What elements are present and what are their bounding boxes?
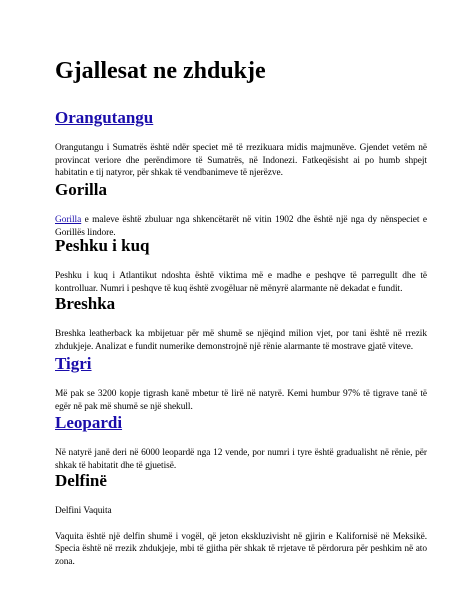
heading-breshka: Breshka — [55, 294, 116, 313]
section-gorilla — [55, 180, 427, 239]
paragraph-delfini-vaquita-label: Delfini Vaquita — [55, 506, 112, 516]
paragraph-leopardi: Në natyrë janë deri në 6000 leopardë nga 12 vende, por numri i tyre është gradualisht në rënie, për shkak të habitatit dhe të gjuetisë. — [55, 448, 427, 471]
section-delfine — [55, 471, 427, 568]
heading-orangutangu-link[interactable]: Orangutangu — [55, 108, 154, 127]
section-orangutangu — [55, 108, 427, 180]
heading-peshku-i-kuq: Peshku i kuq — [55, 236, 150, 255]
paragraph-gorilla-text: e maleve është zbuluar nga shkencëtarët në vitin 1902 dhe është një nga dy nënspeciet e Gorillës lindore. — [55, 215, 427, 238]
gorilla-inline-link[interactable]: Gorilla — [55, 215, 82, 225]
section-leopardi — [55, 413, 427, 472]
page-title: Gjallesat ne zhdukje — [55, 58, 266, 84]
paragraph-tigri: Më pak se 3200 kopje tigrash kanë mbetur të lirë në natyrë. Kemi humbur 97% të tigrave tanë të egër në pak më shumë se një shekull. — [55, 389, 427, 412]
heading-gorilla: Gorilla — [55, 180, 107, 199]
paragraph-breshka: Breshka leatherback ka mbijetuar për më shumë se njëqind milion vjet, por tani është në rrezik zhdukjeje. Analizat e fundit numerike demonstrojnë një rënie alarmante të mostrave gjatë viteve. — [55, 329, 427, 352]
paragraph-delfine: Vaquita është një delfin shumë i vogël, që jeton ekskluzivisht në gjirin e Kalifornisë në Meksikë. Specia është në rrezik zhdukjeje, mbi të gjitha për shkak të rrjetave të përdorura për peshkim në ato zona. — [55, 531, 427, 567]
section-breshka — [55, 294, 427, 353]
heading-tigri-link[interactable]: Tigri — [55, 354, 92, 373]
section-tigri — [55, 354, 427, 413]
paragraph-orangutangu: Orangutangu i Sumatrës është ndër speciet më të rrezikuara midis majmunëve. Gjendet vetëm në provincat veriore dhe perëndimore të Sumatrës, në Indonezi. Fatkeqësisht ai po humb shpejt habitatin e tij natyror, për shkak të vendbanimeve të njerëzve. — [55, 143, 427, 178]
paragraph-peshku-i-kuq: Peshku i kuq i Atlantikut ndoshta është viktima më e madhe e peshqve të parregullt dhe të kontrolluar. Numri i peshqve të kuq është zvogëluar në mënyrë alarmante në dekadat e fundit. — [55, 271, 427, 294]
heading-leopardi-link[interactable]: Leopardi — [55, 413, 123, 432]
section-peshku-i-kuq — [55, 236, 427, 295]
heading-delfine: Delfinë — [55, 471, 107, 490]
